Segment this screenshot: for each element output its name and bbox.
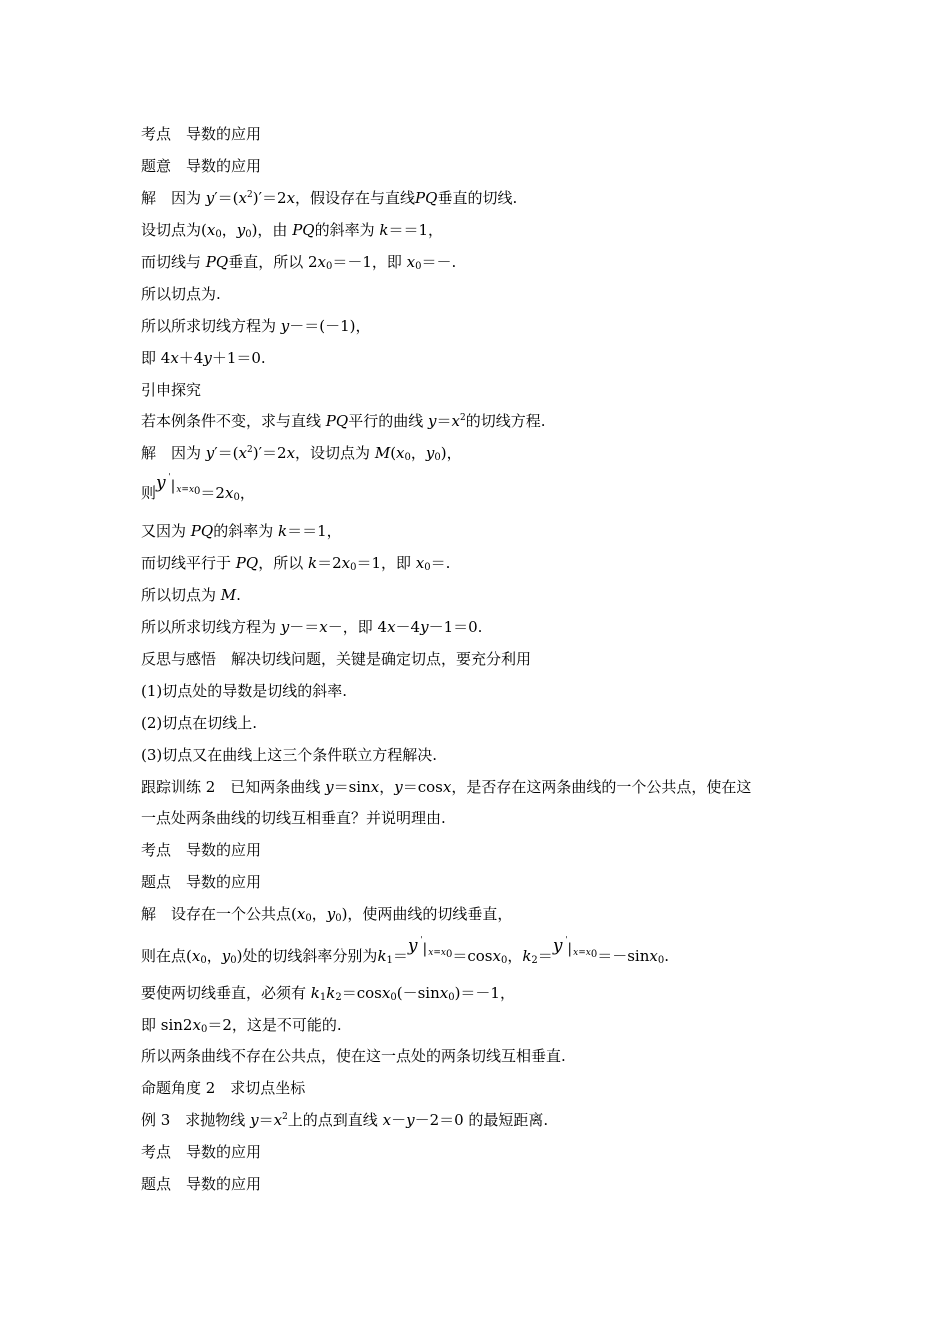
line-text: －4 [395, 618, 421, 636]
text-line [141, 156, 261, 176]
line-text: 即 sin2 [141, 1016, 193, 1034]
text-line [141, 553, 450, 573]
line-text: (1)切点处的导数是切线的斜率. [141, 682, 348, 700]
line-text: 平行的曲线 [348, 412, 424, 430]
subscript: 0 [500, 955, 508, 966]
line-text: ′＝( [214, 444, 239, 462]
math-var: y ' [407, 935, 423, 956]
line-text: －2＝0 的最短距离. [414, 1111, 549, 1129]
line-text: )′＝2 [252, 189, 287, 207]
math-var: y [236, 221, 246, 239]
math-var: x [319, 618, 328, 636]
math-var: x [296, 905, 306, 923]
text-line [141, 1015, 342, 1035]
line-text: (3)切点又在曲线上这三个条件联立方程解决. [141, 746, 438, 764]
math-var: x [492, 947, 501, 965]
math-var: x [286, 444, 296, 462]
line-text: －＝(－1)， [289, 317, 371, 335]
math-var: x [191, 947, 201, 965]
text-line [141, 348, 266, 368]
line-text: －，即 4 [327, 618, 388, 636]
line-text: ＝2 [317, 554, 342, 572]
line-text: ＝sin [333, 778, 371, 796]
subscript: 0 [215, 229, 222, 240]
subscript: 0 [404, 452, 411, 463]
text-line [141, 188, 517, 208]
line-text: ＋1＝0. [211, 349, 266, 367]
subscript: 0 [325, 261, 333, 272]
superscript: 2 [247, 445, 253, 455]
line-text: 反思与感悟 解决切线问题，关键是确定切点，要充分利用 [141, 650, 532, 668]
superscript: 2 [247, 190, 253, 200]
math-var: x [370, 778, 380, 796]
line-text: ＝ [392, 947, 408, 965]
subscript: 0 [657, 955, 665, 966]
math-var: y ' [156, 472, 171, 493]
text-line [141, 443, 462, 463]
line-text: ′＝( [214, 189, 239, 207]
math-var: x [192, 1016, 201, 1034]
text-line [141, 521, 342, 541]
text-line [141, 1142, 261, 1162]
line-text: 而切线平行于 [141, 554, 232, 572]
line-text: ＝ [258, 1111, 274, 1129]
math-var: x [396, 444, 405, 462]
math-var: x [439, 984, 449, 1002]
subscript: 0 [390, 992, 397, 1003]
line-text: 题意 导数的应用 [141, 157, 262, 175]
text-line [141, 872, 261, 892]
line-text: . [664, 947, 669, 965]
subscript: 0 [233, 492, 240, 503]
math-var: y [205, 189, 215, 207]
line-text: 题点 导数的应用 [141, 873, 262, 891]
math-var: x [415, 554, 425, 572]
math-var: y [326, 905, 336, 923]
math-var: y [394, 778, 403, 796]
math-var: y [420, 618, 429, 636]
text-line [141, 284, 221, 304]
math-var: x [206, 221, 216, 239]
math-var: y ' [552, 935, 568, 956]
line-text: 又因为 [141, 522, 187, 540]
line-text: ， [221, 221, 237, 239]
math-var: x [406, 253, 416, 271]
line-text: 垂直的切线. [437, 189, 518, 207]
line-text: 则 [141, 484, 157, 502]
subscript: 0 [434, 452, 441, 463]
line-text: (－sin [396, 984, 440, 1002]
line-text: 而切线与 [141, 253, 202, 271]
line-text: 解 因为 [141, 444, 202, 462]
subscript: 0 [335, 913, 342, 924]
line-text: ，假设存在与直线 [295, 189, 416, 207]
line-text: )＝－1， [454, 984, 515, 1002]
line-text: ， [206, 947, 222, 965]
math-var: x [224, 484, 234, 502]
line-text: 考点 导数的应用 [141, 841, 262, 859]
list-item [141, 681, 347, 701]
line-text: ＝2，这是不可能的. [207, 1016, 342, 1034]
line-text: 例 3 求抛物线 [141, 1111, 246, 1129]
math-var: k [379, 221, 389, 239]
line-text: 所以切点为. [141, 285, 221, 303]
text-line [141, 252, 456, 272]
line-text: －1＝0. [428, 618, 483, 636]
line-text: ＝1，即 [356, 554, 412, 572]
text-line [141, 411, 545, 431]
text-line [141, 124, 261, 144]
subscript: 2 [531, 955, 538, 966]
math-var: PQ [235, 554, 259, 572]
line-text: ，所以 [258, 554, 304, 572]
line-text: 考点 导数的应用 [141, 125, 262, 143]
text-line [141, 904, 512, 924]
math-var: k [277, 522, 288, 540]
derivative-eval: y ' $_{|x=x_0}$ [553, 937, 597, 955]
math-var: PQ [205, 253, 229, 271]
line-text: ，设切点为 [295, 444, 371, 462]
line-text: ＝ [537, 947, 553, 965]
math-var: M [220, 586, 237, 604]
subscript: 0 [424, 562, 431, 573]
math-var: k [326, 984, 336, 1002]
line-text: ， [410, 444, 426, 462]
text-line [141, 617, 482, 637]
text-line [141, 472, 255, 508]
section-heading [141, 649, 531, 669]
math-var: y [205, 444, 215, 462]
math-var: y [427, 412, 437, 430]
line-text: 所以切点为 [141, 586, 217, 604]
math-var: y [325, 778, 334, 796]
line-text: 要使两切线垂直，必须有 [141, 984, 307, 1002]
math-var: x [387, 618, 396, 636]
math-var: x [286, 189, 296, 207]
line-text: ＝. [430, 554, 451, 572]
math-var: y [203, 349, 212, 367]
text-line [141, 808, 446, 828]
line-text: ，是否存在这两条曲线的一个公共点，使在这 [451, 778, 752, 796]
math-var: x [238, 189, 248, 207]
line-text: ＝＝1， [388, 221, 444, 239]
math-var: k [310, 984, 320, 1002]
line-text: ＝ [436, 412, 452, 430]
line-text: 所以所求切线方程为 [141, 618, 277, 636]
text-line [141, 840, 261, 860]
line-text: )，由 [251, 221, 288, 239]
subscript: 0 [200, 1024, 208, 1035]
text-line [141, 316, 371, 336]
math-var: PQ [292, 221, 315, 239]
derivative-eval: y ' $_{|x=x_0}$ [408, 937, 452, 955]
subscript: 0 [350, 562, 357, 573]
subscript: 0 [305, 913, 312, 924]
math-var: y [250, 1111, 259, 1129]
text-line [141, 777, 751, 797]
section-heading [141, 1078, 305, 1098]
subscript: 1 [319, 992, 327, 1003]
text-line [141, 1110, 548, 1130]
text-line [141, 1174, 261, 1194]
math-var: x [381, 984, 391, 1002]
line-text: (2)切点在切线上. [141, 714, 258, 732]
line-text: 命题角度 2 求切点坐标 [141, 1079, 306, 1097]
line-text: 则在点( [141, 947, 192, 965]
subscript: 0 [245, 229, 252, 240]
line-text: 上的点到直线 [287, 1111, 378, 1129]
line-text: 一点处两条曲线的切线互相垂直？并说明理由. [141, 809, 446, 827]
math-var: y [280, 618, 290, 636]
superscript: 2 [459, 413, 466, 423]
math-var: x [341, 554, 351, 572]
line-text: ， [507, 947, 523, 965]
line-text: －＝ [289, 618, 320, 636]
line-text: . [236, 586, 241, 604]
line-text: 的斜率为 [314, 221, 375, 239]
math-var: y [221, 947, 231, 965]
line-text: 所以两条曲线不存在公共点，使在这一点处的两条切线互相垂直. [141, 1047, 566, 1065]
subscript: 0 [200, 955, 207, 966]
derivative-eval: y ' $_{|x=x_0}$ [156, 474, 200, 492]
line-text: ( [390, 444, 397, 462]
math-var: k [522, 947, 532, 965]
math-var: k [307, 554, 318, 572]
line-text: － [391, 1111, 407, 1129]
line-text: 即 4 [141, 349, 171, 367]
line-text: ＋4 [178, 349, 204, 367]
line-text: ＝cos [452, 947, 493, 965]
line-text: 的切线方程. [465, 412, 546, 430]
math-var: PQ [325, 412, 349, 430]
section-heading [141, 380, 201, 400]
math-var: x [273, 1111, 283, 1129]
line-text: ＝－1，即 [332, 253, 402, 271]
line-text: 解 因为 [141, 189, 202, 207]
math-var: PQ [190, 522, 214, 540]
line-text: 解 设存在一个公共点( [141, 905, 297, 923]
line-text: )处的切线斜率分别为 [236, 947, 378, 965]
math-var: x [451, 412, 460, 430]
line-text: 若本例条件不变，求与直线 [141, 412, 322, 430]
math-var: x [170, 349, 179, 367]
line-text: ， [239, 484, 255, 502]
math-var: y [406, 1111, 415, 1129]
line-text: 的斜率为 [213, 522, 274, 540]
line-text: ＝cos [402, 778, 443, 796]
math-var: x [382, 1111, 392, 1129]
text-line [141, 585, 241, 605]
math-var: PQ [415, 189, 438, 207]
line-text: ， [311, 905, 327, 923]
line-text: 所以所求切线方程为 [141, 317, 277, 335]
math-var: k [377, 947, 387, 965]
subscript: 2 [335, 992, 342, 1003]
line-text: ＝2 [200, 484, 225, 502]
line-text: 题点 导数的应用 [141, 1175, 262, 1193]
line-text: 引申探究 [141, 381, 202, 399]
line-text: ＝－. [421, 253, 457, 271]
text-line [141, 983, 515, 1003]
text-line [141, 935, 669, 971]
line-text: 设切点为( [141, 221, 207, 239]
math-var: x [238, 444, 248, 462]
math-var: y [425, 444, 435, 462]
line-text: ， [379, 778, 395, 796]
line-text: ＝－sin [597, 947, 650, 965]
math-var: M [374, 444, 391, 462]
math-var: x [649, 947, 658, 965]
subscript: 0 [415, 261, 422, 272]
text-line [141, 220, 443, 240]
line-text: )′＝2 [252, 444, 287, 462]
line-text: ＝cos [341, 984, 382, 1002]
line-text: )， [440, 444, 462, 462]
line-text: ＝＝1， [287, 522, 342, 540]
subscript: 0 [230, 955, 237, 966]
text-line [141, 1046, 566, 1066]
subscript: 0 [448, 992, 455, 1003]
math-var: x [317, 253, 326, 271]
line-text: 考点 导数的应用 [141, 1143, 262, 1161]
superscript: 2 [282, 1112, 288, 1122]
list-item [141, 713, 257, 733]
line-text: 跟踪训练 2 已知两条曲线 [141, 778, 321, 796]
math-var: x [442, 778, 452, 796]
line-text: )，使两曲线的切线垂直， [341, 905, 513, 923]
math-var: y [280, 317, 290, 335]
line-text: 垂直，所以 2 [228, 253, 318, 271]
list-item [141, 745, 437, 765]
subscript: 1 [386, 955, 393, 966]
